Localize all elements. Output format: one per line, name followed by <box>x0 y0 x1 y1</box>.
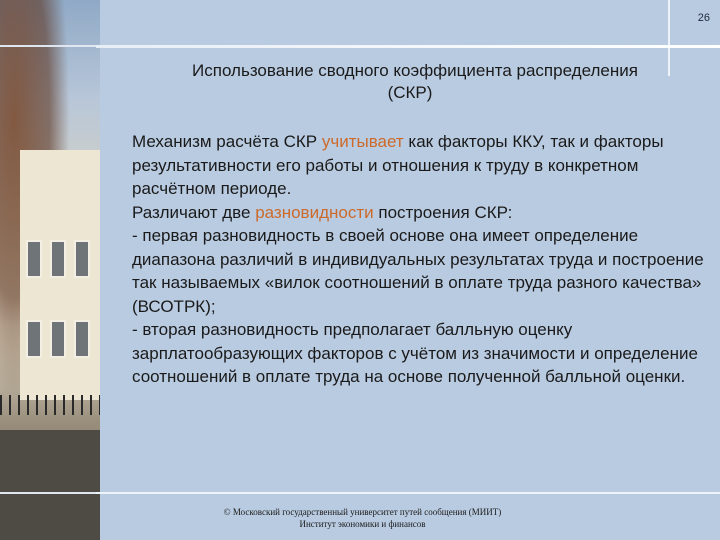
footer-institute: Институт экономики и финансов <box>299 519 426 529</box>
title-line-2: (СКР) <box>387 83 433 102</box>
photo-divider <box>0 45 100 47</box>
paragraph-4: - вторая разновидность предполагает балльную оценку зарплатообразующих факторов с учётом из значимости и определение соотношений в оплате труда на основе полученной балльной оценки. <box>132 320 698 386</box>
slide-title <box>100 60 720 104</box>
header-divider <box>96 45 720 48</box>
footer <box>180 506 545 530</box>
paragraph-1 <box>104 130 704 201</box>
slide-body <box>104 130 704 389</box>
paragraph-2-text: Различают две <box>132 202 256 222</box>
window <box>74 240 90 278</box>
paragraph-2-text-rest: построения СКР: <box>373 202 513 222</box>
highlight-word: учитывает <box>321 132 404 151</box>
ground <box>0 430 100 540</box>
building-facade <box>20 150 100 400</box>
footer-copyright: © Московский государственный университет путей сообщения (МИИТ) <box>223 507 502 517</box>
window <box>26 240 42 278</box>
photo-divider <box>0 492 100 494</box>
paragraph-1-text-rest: как факторы ККУ, так и факторы результативности его работы и отношения к труду в конкретном расчётном периоде. <box>132 132 664 198</box>
highlight-word: разновидности <box>255 202 374 222</box>
paragraph-3: - первая разновидность в своей основе она имеет определение диапазона различий в индивидуальных результатах труда и построение так называемых «вилок соотношений в оплате труда разного качества» (ВСОТРК); <box>132 226 704 316</box>
paragraph-1-text: Механизм расчёта СКР <box>132 132 322 151</box>
slide-number: 26 <box>697 12 710 24</box>
title-line-1: Использование сводного коэффициента распределения <box>192 61 638 80</box>
window <box>50 320 66 358</box>
footer-divider <box>96 492 720 494</box>
window <box>74 320 90 358</box>
railing <box>0 395 100 415</box>
window <box>26 320 42 358</box>
window <box>50 240 66 278</box>
paragraph-2 <box>104 201 704 225</box>
building-photo <box>0 0 100 540</box>
